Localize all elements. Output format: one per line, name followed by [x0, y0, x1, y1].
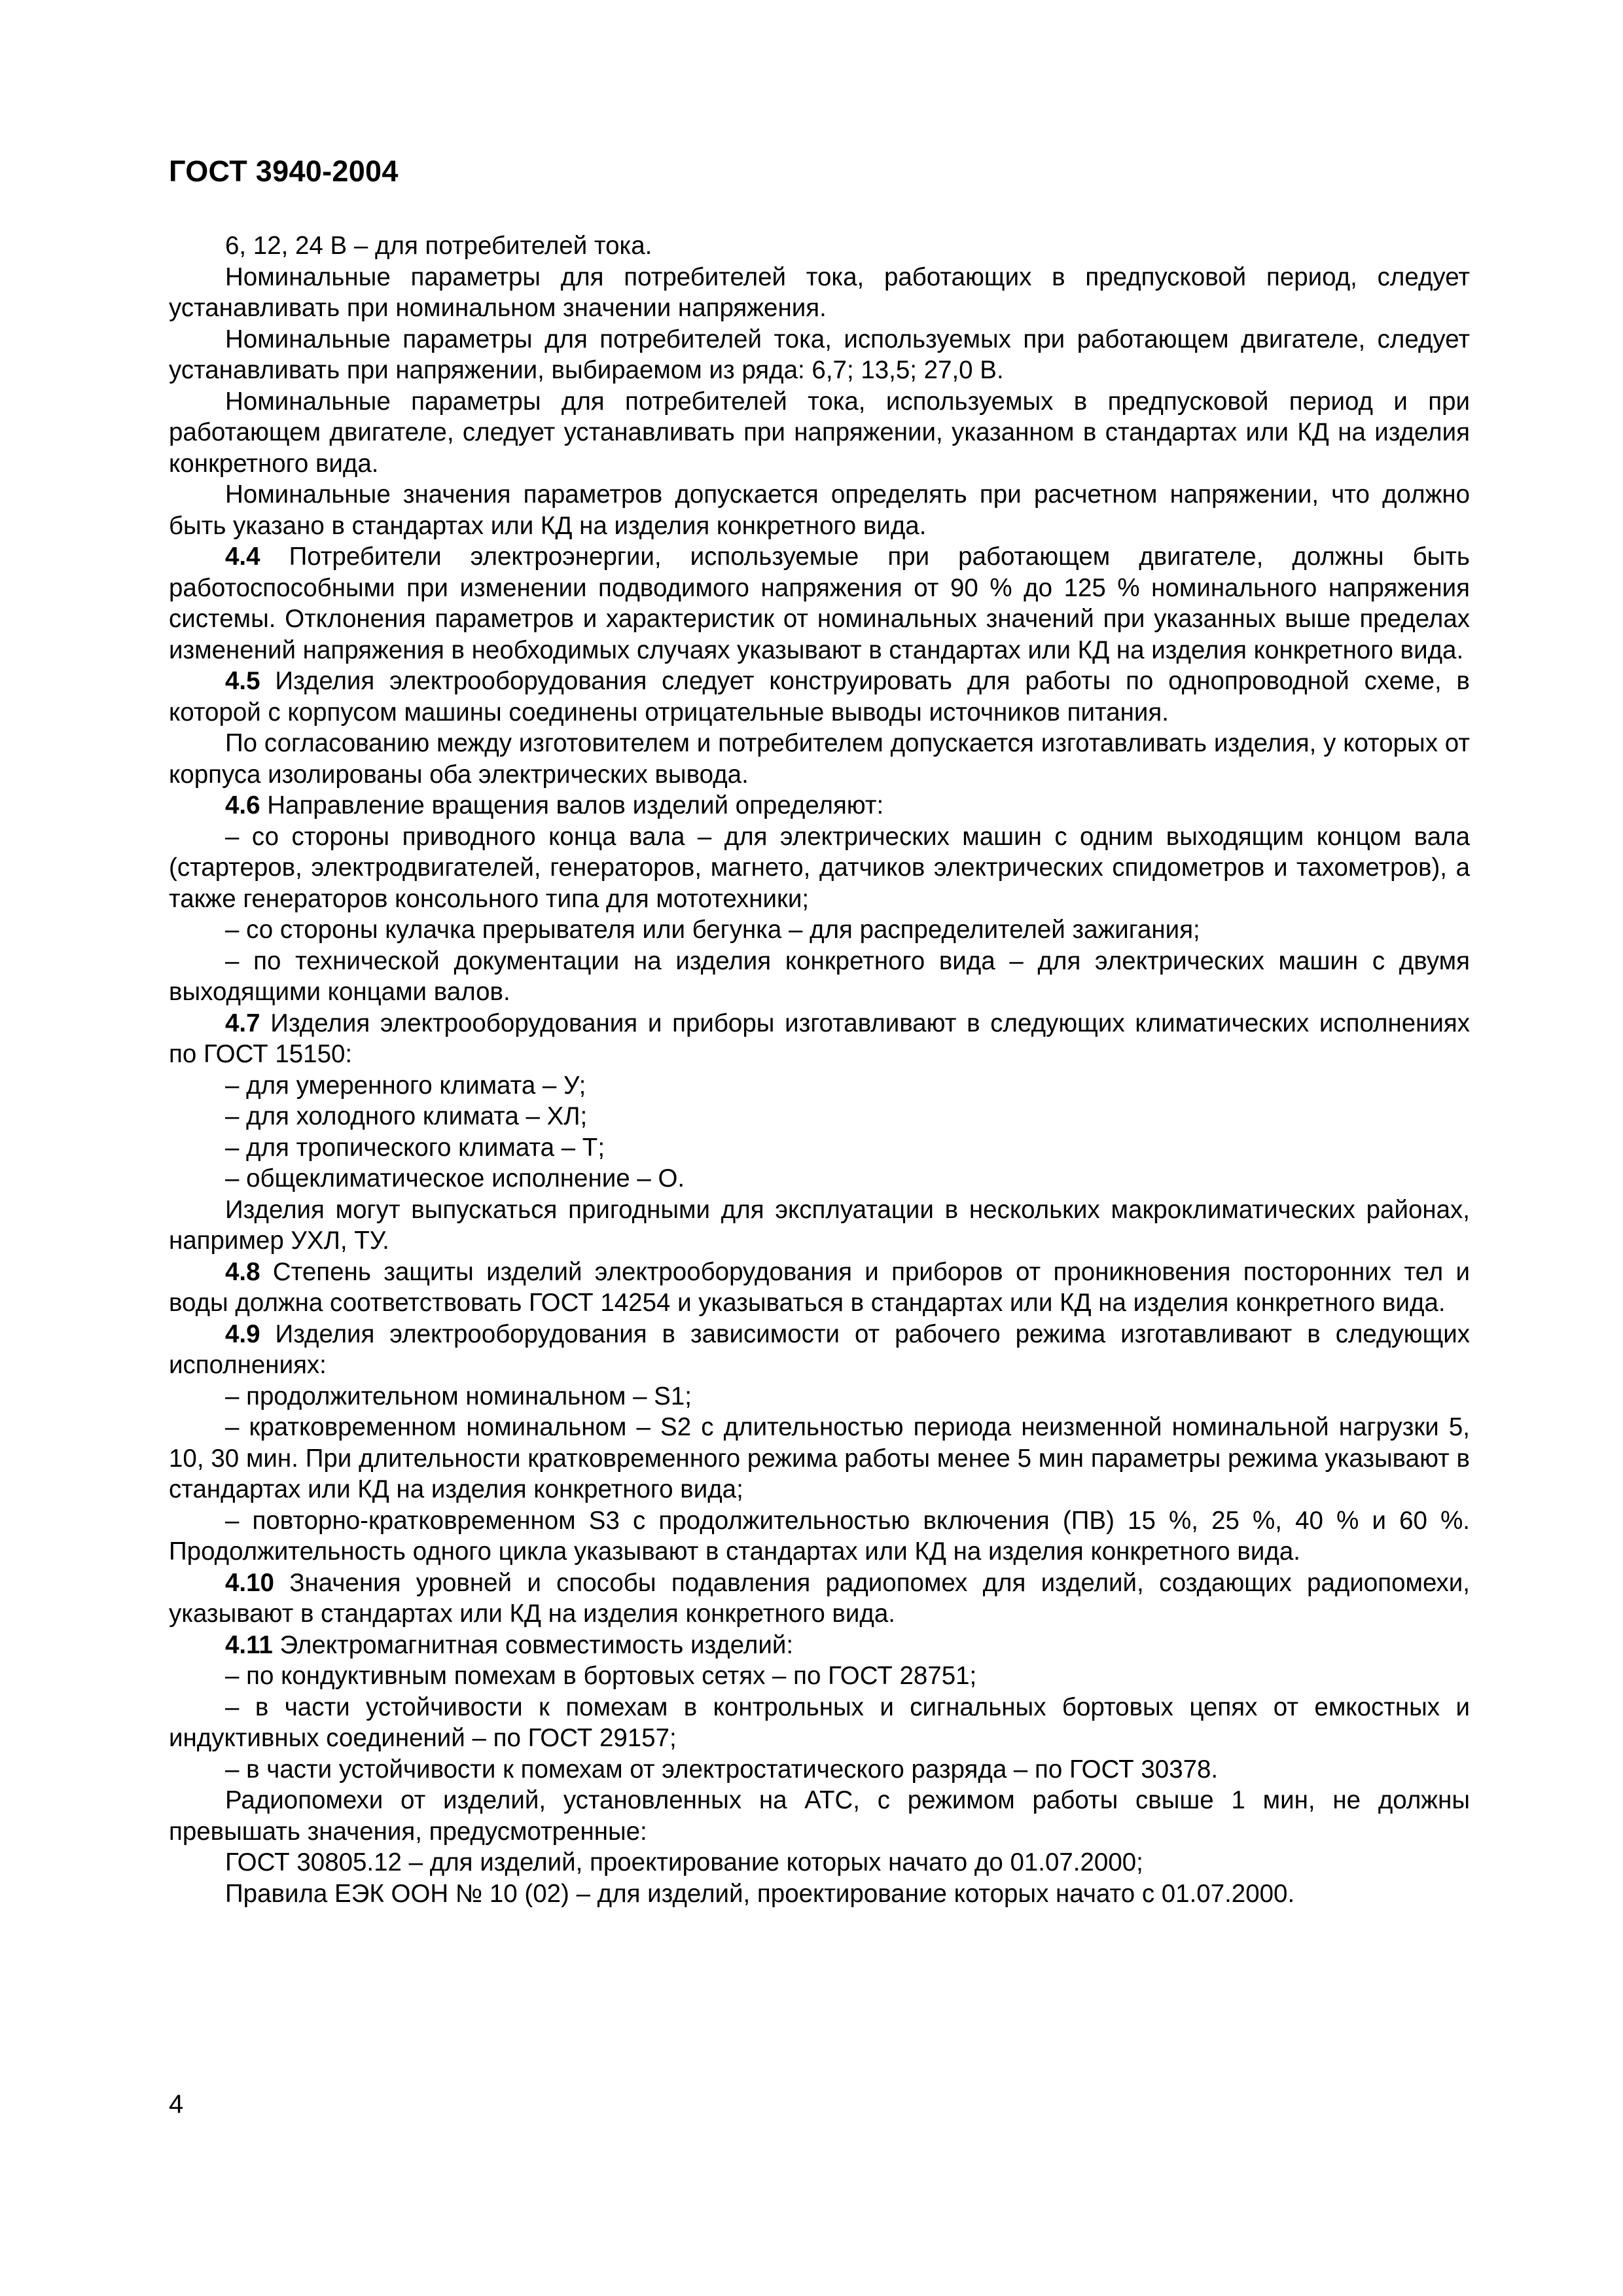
paragraph-text: Номинальные значения параметров допускается определять при расчетном напряжении, что должно быть указано в стандартах или КД на изделия конкретного вида. — [169, 480, 1470, 540]
paragraph-text: Номинальные параметры для потребителей тока, используемых при работающем двигателе, следует устанавливать при напряжении, выбираемом из ряда: 6,7; 13,5; 27,0 В. — [169, 325, 1470, 384]
clause-number: 4.10 — [225, 1568, 274, 1597]
paragraph-text: – со стороны кулачка прерывателя или бегунка – для распределителей зажигания; — [225, 916, 1200, 944]
paragraph-text: Изделия электрооборудования в зависимости от рабочего режима изготавливают в следующих исполнениях: — [169, 1319, 1471, 1379]
paragraph — [169, 1785, 1470, 1847]
paragraph-text: 6, 12, 24 В – для потребителей тока. — [225, 232, 652, 260]
clause-number: 4.9 — [225, 1319, 260, 1348]
paragraph — [169, 1692, 1470, 1754]
clause-paragraph — [169, 1568, 1470, 1630]
paragraph-text: Степень защиты изделий электрооборудования и приборов от проникновения посторонних тел и воды должна соответствовать ГОСТ 14254 и указываться в стандартах или КД на изделия конкретного вида. — [169, 1257, 1470, 1317]
paragraph-text: Изделия могут выпускаться пригодными для эксплуатации в нескольких макроклиматических районах, например УХЛ, ТУ. — [169, 1195, 1470, 1255]
paragraph-text: – со стороны приводного конца вала – для электрических машин с одним выходящим концом вала (стартеров, электродвигателей, генераторов, магнето, датчиков электрических спидометров и тахометров), а также генераторов консольного типа для мототехники; — [169, 822, 1470, 913]
paragraph — [169, 1101, 1470, 1132]
paragraph — [169, 1412, 1470, 1505]
paragraph-text: – в части устойчивости к помехам в контрольных и сигнальных бортовых цепях от емкостных и индуктивных соединений – по ГОСТ 29157; — [169, 1693, 1470, 1752]
paragraph — [169, 1754, 1470, 1785]
page-number: 4 — [169, 2090, 184, 2119]
paragraph-text: Потребители электроэнергии, используемые при работающем двигателе, должны быть работоспособными при изменении подводимого напряжения от 90 % до 125 % номинального напряжения системы. Отклонения параметров и характеристик от номинальных значений при указанных выше пределах изменений напряжения в необходимых случаях указывают в стандартах или КД на изделия конкретного вида. — [169, 543, 1470, 664]
paragraph-text: – по кондуктивным помехам в бортовых сетях – по ГОСТ 28751; — [225, 1662, 977, 1690]
paragraph — [169, 1878, 1470, 1910]
paragraph-text: Значения уровней и способы подавления радиопомех для изделий, создающих радиопомехи, указывают в стандартах или КД на изделия конкретного вида. — [169, 1568, 1470, 1628]
paragraph-text: – для холодного климата – ХЛ; — [225, 1102, 588, 1130]
clause-paragraph — [169, 666, 1470, 728]
paragraph-text: ГОСТ 30805.12 – для изделий, проектирование которых начато до 01.07.2000; — [225, 1848, 1143, 1876]
clause-paragraph — [169, 1630, 1470, 1661]
clause-paragraph — [169, 1008, 1470, 1070]
paragraph — [169, 1070, 1470, 1102]
paragraph — [169, 914, 1470, 946]
paragraph — [169, 1194, 1470, 1257]
paragraph-text: По согласованию между изготовителем и потребителем допускается изготавливать изделия, у которых от корпуса изолированы оба электрических вывода. — [169, 729, 1470, 789]
clause-paragraph — [169, 1319, 1470, 1381]
clause-paragraph — [169, 1257, 1470, 1319]
clause-number: 4.6 — [225, 791, 260, 819]
paragraph — [169, 1660, 1470, 1692]
clause-number: 4.11 — [225, 1630, 273, 1659]
paragraph-text: – в части устойчивости к помехам от электростатического разряда – по ГОСТ 30378. — [225, 1755, 1219, 1784]
paragraph — [169, 230, 1470, 262]
paragraph-text: Изделия электрооборудования и приборы изготавливают в следующих климатических исполнениях по ГОСТ 15150: — [169, 1009, 1471, 1068]
paragraph — [169, 1847, 1470, 1878]
paragraph-text: – общеклиматическое исполнение – О. — [225, 1164, 685, 1193]
clause-paragraph — [169, 790, 1470, 821]
paragraph-text: – для тропического климата – Т; — [225, 1133, 605, 1162]
clause-number: 4.8 — [225, 1257, 260, 1286]
paragraph — [169, 1381, 1470, 1412]
clause-number: 4.4 — [225, 543, 260, 571]
clause-paragraph — [169, 541, 1470, 666]
paragraph-text: Изделия электрооборудования следует конструировать для работы по однопроводной схеме, в которой с корпусом машины соединены отрицательные выводы источников питания. — [169, 667, 1470, 726]
paragraph — [169, 1132, 1470, 1164]
paragraph-text: – кратковременном номинальном – S2 с длительностью периода неизменной номинальной нагрузки 5, 10, 30 мин. При длительности кратковременного режима работы менее 5 мин параметры режима указывают в стандартах или КД на изделия конкретного вида; — [169, 1413, 1470, 1503]
paragraph — [169, 821, 1470, 915]
paragraph-text: Правила ЕЭК ООН № 10 (02) – для изделий, проектирование которых начато с 01.07.2000. — [225, 1879, 1295, 1908]
paragraph — [169, 728, 1470, 790]
document-body — [169, 230, 1470, 1909]
clause-number: 4.5 — [225, 667, 260, 695]
paragraph — [169, 262, 1470, 324]
paragraph-text: – повторно-кратковременном S3 с продолжительностью включения (ПВ) 15 %, 25 %, 40 % и 60 %. Продолжительность одного цикла указывают в стандартах или КД на изделия конкретного вида. — [169, 1506, 1470, 1566]
paragraph — [169, 1163, 1470, 1194]
paragraph-text: Номинальные параметры для потребителей тока, работающих в предпусковой период, следует устанавливать при номинальном значении напряжения. — [169, 262, 1470, 322]
clause-number: 4.7 — [225, 1009, 260, 1037]
paragraph — [169, 946, 1470, 1008]
paragraph-text: – по технической документации на изделия конкретного вида – для электрических машин с двумя выходящими концами валов. — [169, 946, 1470, 1006]
paragraph-text: – продолжительном номинальном – S1; — [225, 1382, 692, 1410]
paragraph — [169, 386, 1470, 480]
paragraph-text: Направление вращения валов изделий определяют: — [267, 791, 884, 819]
paragraph-text: – для умеренного климата – У; — [225, 1071, 586, 1100]
paragraph — [169, 479, 1470, 541]
paragraph-text: Номинальные параметры для потребителей тока, используемых в предпусковой период и при работающем двигателе, следует устанавливать при напряжении, указанном в стандартах или КД на изделия конкретного вида. — [169, 387, 1470, 478]
paragraph — [169, 324, 1470, 386]
paragraph — [169, 1505, 1470, 1568]
paragraph-text: Электромагнитная совместимость изделий: — [279, 1630, 794, 1659]
paragraph-text: Радиопомехи от изделий, установленных на АТС, с режимом работы свыше 1 мин, не должны превышать значения, предусмотренные: — [169, 1786, 1470, 1846]
document-code-header: ГОСТ 3940-2004 — [169, 154, 399, 188]
